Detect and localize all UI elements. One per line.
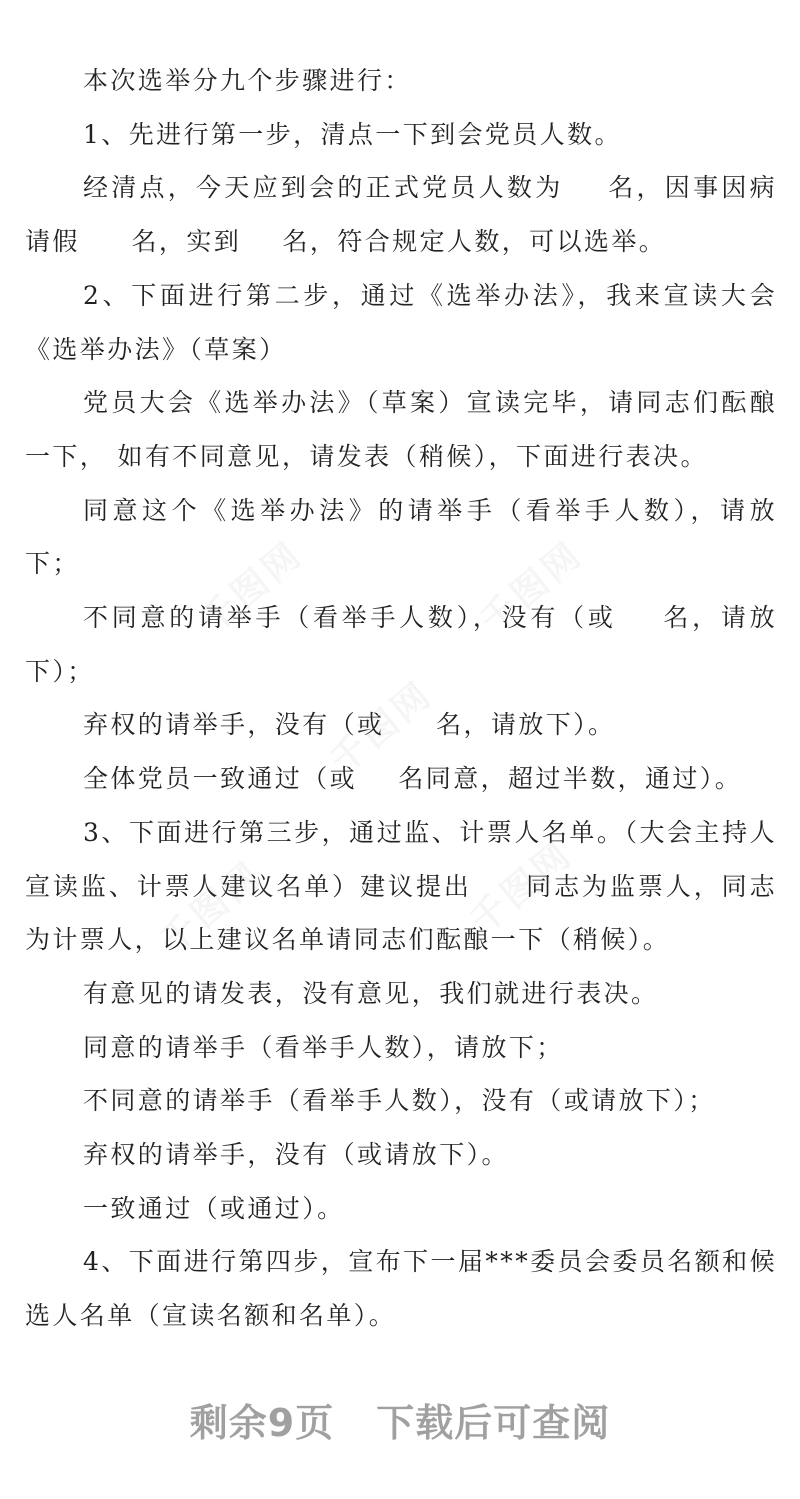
paragraph: 同意这个《选举办法》的请举手（看举手人数），请放下； — [25, 495, 777, 579]
watermark: 千图网 — [462, 833, 582, 943]
paragraph: 1、先进行第一步，清点一下到会党员人数。 — [83, 119, 622, 149]
paragraph: 弃权的请举手，没有（或请放下）。 — [83, 1140, 509, 1170]
watermark: 千图网 — [472, 533, 592, 643]
paragraph: 本次选举分九个步骤进行： — [83, 66, 412, 95]
paragraph: 4、下面进行第四步，宣布下一届***委员会委员名额和候选人名单（宣读名额和名单）。 — [25, 1247, 777, 1331]
paragraph: 弃权的请举手，没有（或 名，请放下）。 — [83, 710, 616, 740]
remaining-pages-label: 剩余9页 — [189, 1401, 335, 1445]
watermark: 千图网 — [322, 673, 442, 783]
download-to-view-label: 下载后可查阅 — [376, 1401, 611, 1445]
paragraph: 党员大会《选举办法》（草案）宣读完毕，请同志们酝酿一下， 如有不同意见，请发表（稍候），下面进行表决。 — [25, 388, 777, 471]
paragraph: 2、下面进行第二步，通过《选举办法》，我来宣读大会《选举办法》（草案） — [25, 280, 777, 364]
paragraph: 一致通过（或通过）。 — [83, 1193, 345, 1223]
paragraph: 3、下面进行第三步，通过监、计票人名单。（大会主持人宣读监、计票人建议名单）建议提出 同志为监票人，同志为计票人，以上建议名单请同志们酝酿一下（稍候）。 — [25, 817, 777, 955]
paragraph: 不同意的请举手（看举手人数），没有（或 名，请放下）； — [25, 603, 777, 686]
paragraph: 全体党员一致通过（或 名同意，超过半数，通过）。 — [83, 764, 743, 794]
watermark: 千图网 — [192, 533, 312, 643]
paragraph: 不同意的请举手（看举手人数），没有（或请放下）； — [83, 1086, 716, 1116]
download-prompt[interactable] — [0, 1392, 800, 1447]
watermark: 千图网 — [152, 853, 272, 963]
paragraph: 有意见的请发表，没有意见，我们就进行表决。 — [83, 978, 659, 1008]
paragraph: 同意的请举手（看举手人数），请放下； — [83, 1032, 564, 1062]
paragraph: 经清点，今天应到会的正式党员人数为 名，因事因病请假 名，实到 名，符合规定人数，可以选举。 — [25, 173, 777, 257]
